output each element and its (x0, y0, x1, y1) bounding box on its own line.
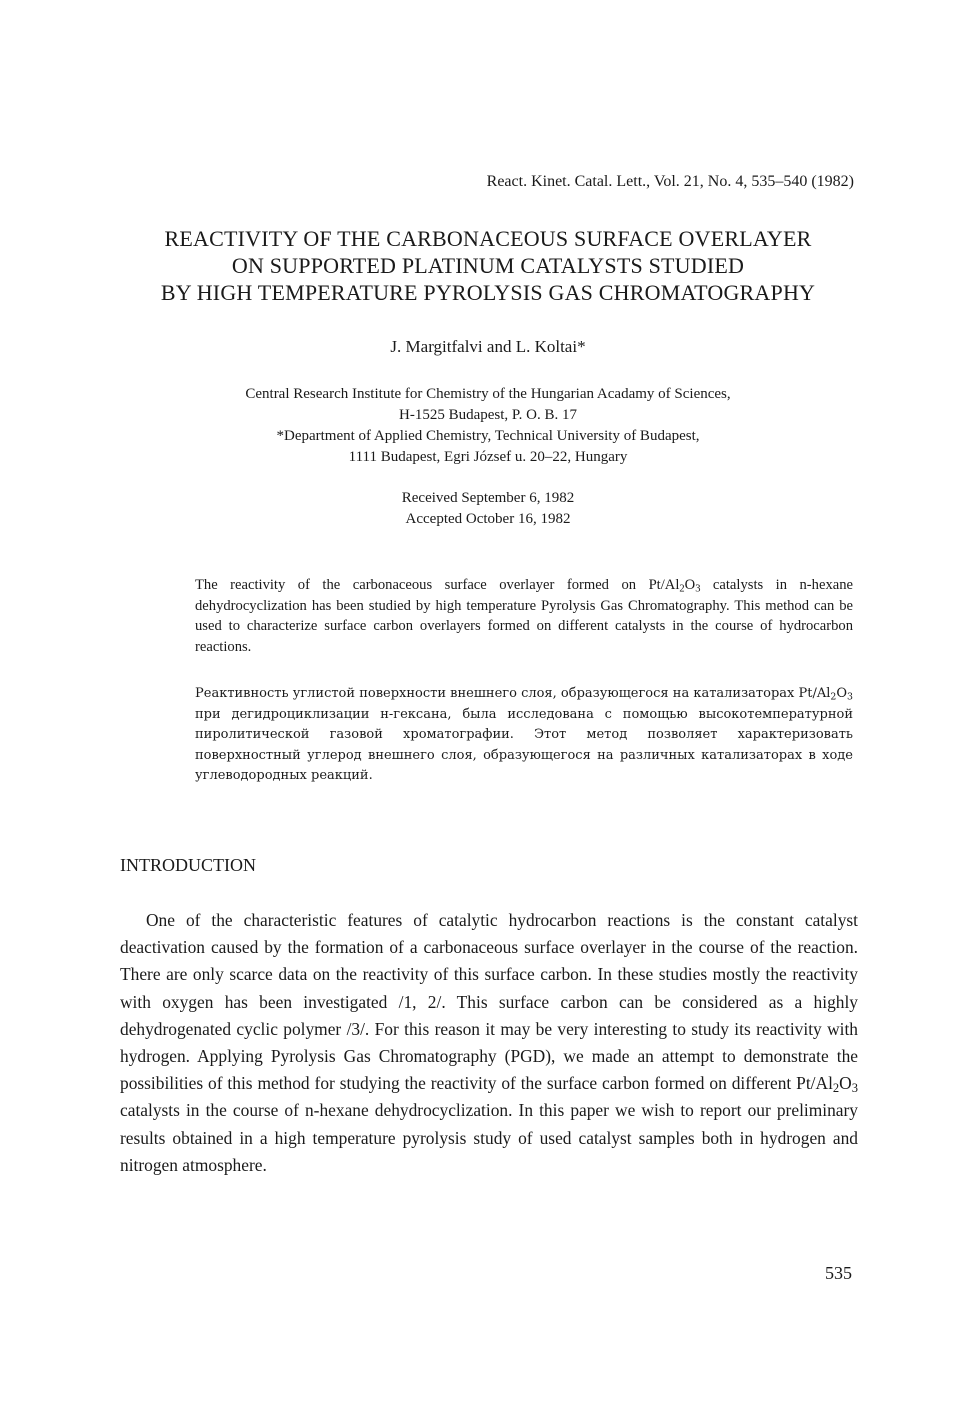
abstract-ru-formula: $Pt/Al_2O_3$ (798, 686, 853, 703)
intro-formula: $Pt/Al_2O_3$ (796, 1073, 858, 1096)
intro-text-1: One of the characteristic features of catalytic hydrocarbon reactions is the constant catalyst deactivation caused by the formation of a carbonaceous surface overlayer in the course of the reaction. There are only scarce data on the reactivity of this surface carbon. In these studies mostly the reactivity with oxygen has been investigated /1, 2/. This surface carbon can be considered as a highly dehydrogenated cyclic polymer /3/. For this reason it may be very interesting to study its reactivity with hydrogen. Applying Pyrolysis Gas Chromatography (PGD), we made an attempt to demonstrate the possibilities of this method for studying the reactivity of the surface carbon formed on different (120, 910, 858, 1094)
affiliation-line-1: Central Research Institute for Chemistry of the Hungarian Acadamy of Sciences, (245, 386, 731, 402)
journal-reference: React. Kinet. Catal. Lett., Vol. 21, No. 4, 535–540 (1982) (486, 173, 854, 190)
affiliation-line-2: H-1525 Budapest, P. O. B. 17 (399, 407, 577, 423)
page-number: 535 (825, 1263, 852, 1283)
abstract-ru-text-1: Реактивность углистой поверхности внешнего слоя, образующегося на катализаторах (195, 686, 799, 701)
intro-text-2: catalysts in the course of n-hexane dehydrocyclization. In this paper we wish to report our preliminary results obtained in a high temperature pyrolysis study of used catalyst samples both in hydrogen and nitrogen atmosphere. (120, 1100, 858, 1175)
abstract-en-formula: $Pt/Al_2O_3$ (648, 577, 701, 595)
authors: J. Margitfalvi and L. Koltai* (390, 337, 586, 356)
abstract-russian (195, 684, 853, 787)
received-date: Received September 6, 1982 (401, 490, 575, 506)
affiliations (0, 384, 976, 468)
abstract-english (195, 575, 853, 657)
introduction-paragraph (120, 907, 858, 1179)
title-line-3: BY HIGH TEMPERATURE PYROLYSIS GAS CHROMATOGRAPHY (160, 280, 816, 305)
submission-dates (0, 488, 976, 530)
title-line-1: REACTIVITY OF THE CARBONACEOUS SURFACE OVERLAYER (164, 226, 812, 251)
title-line-2: ON SUPPORTED PLATINUM CATALYSTS STUDIED (231, 253, 745, 278)
abstract-en-text-2: catalysts in n-hexane dehydrocyclization has been studied by high temperature Pyrolysis Gas Chromatography. This method can be used to characterize surface carbon overlayers formed on different catalysts in the course of hydrocarbon reactions. (195, 577, 853, 655)
affiliation-line-3: *Department of Applied Chemistry, Technical University of Budapest, (276, 428, 700, 444)
abstract-ru-text-2: при дегидроциклизации н-гексана, была исследована с помощью высокотемпературной пиролитической газовой хроматографии. Этот метод позволяет характеризовать поверхностный углерод внешнего слоя, образующегося на различных катализаторах в ходе углеводородных реакций. (195, 706, 853, 783)
paper-title (0, 225, 976, 306)
abstract-en-text-1: The reactivity of the carbonaceous surface overlayer formed on (195, 577, 649, 593)
accepted-date: Accepted October 16, 1982 (405, 511, 571, 527)
affiliation-line-4: 1111 Budapest, Egri József u. 20–22, Hungary (348, 449, 628, 465)
section-heading-introduction: INTRODUCTION (120, 855, 256, 875)
